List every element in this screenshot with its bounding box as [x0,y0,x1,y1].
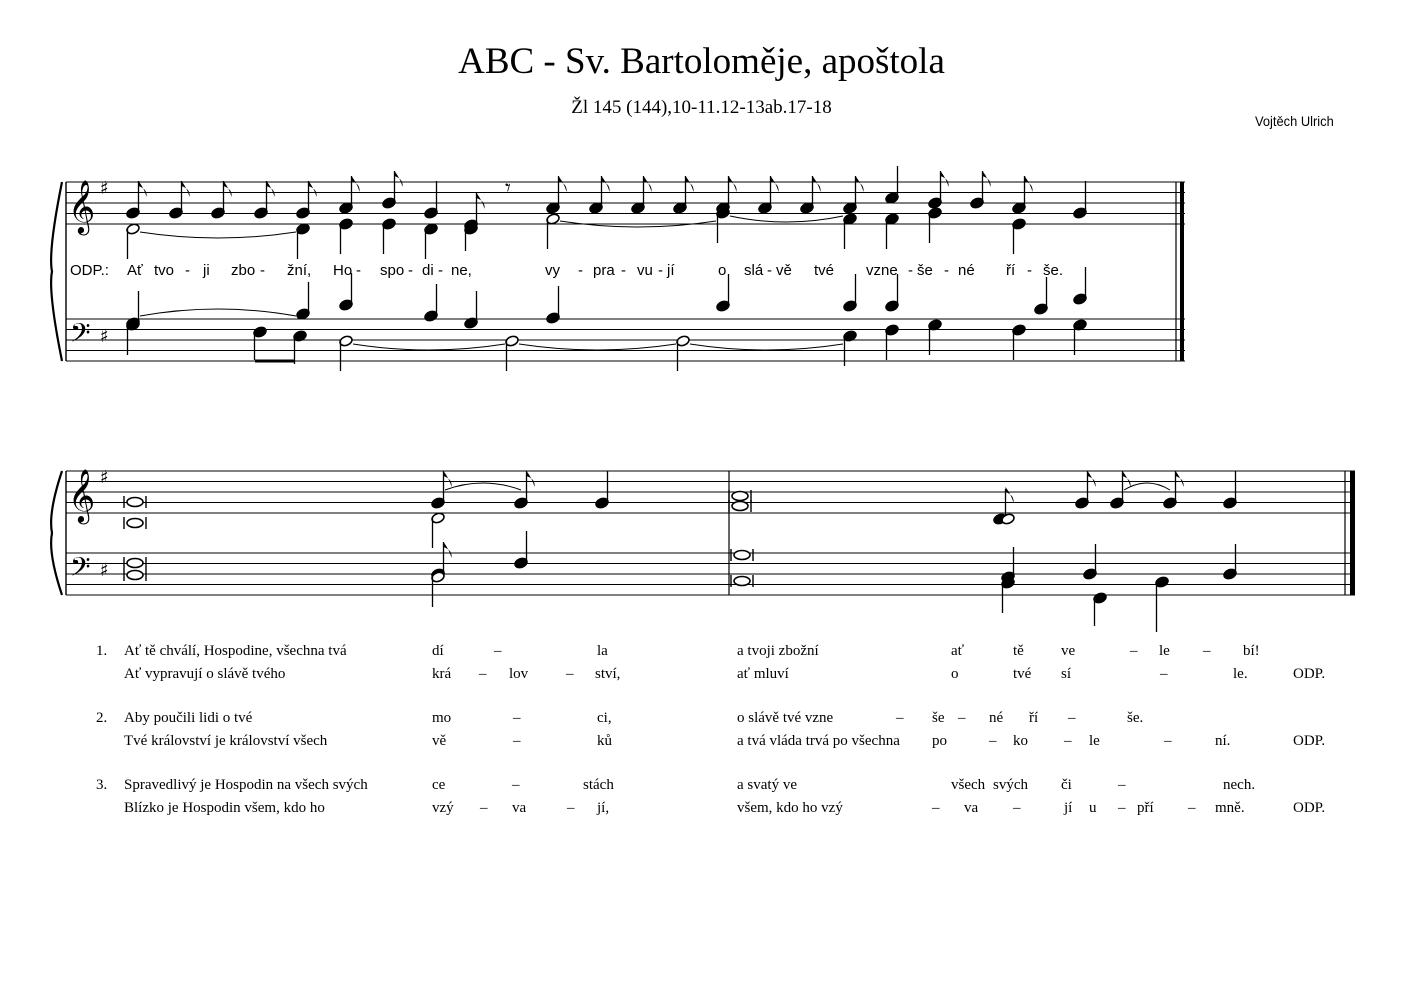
verse-syllable: stách [583,777,614,793]
syllable-hyphen: – [1013,800,1021,816]
syllable-hyphen: – [932,800,940,816]
verse-recitation: Ať vypravují o slávě tvého [124,666,286,682]
verse-recitation: Spravedlivý je Hospodin na všech svých [124,777,368,793]
refrain-syllable: ji [203,262,210,279]
syllable-hyphen: - [908,262,913,279]
odp-marker: ODP. [1293,733,1326,749]
note-flag [224,181,232,197]
refrain-syllable: slá [744,262,764,279]
refrain-syllable: zbo [231,262,256,279]
refrain-syllable: di [422,262,434,279]
verse-syllable: sí [1061,666,1072,682]
note-flag [395,171,403,187]
verse-syllable: le [1159,643,1170,659]
syllable-hyphen: - [438,262,443,279]
verse-syllable: ať [951,643,965,659]
verse-syllable: ků [597,733,612,749]
note-flag [352,176,360,192]
refrain-syllable: še [917,262,933,279]
note-flag [813,176,821,192]
verse-syllable: va [964,800,979,816]
verse-syllable: po [932,733,947,749]
note-flag [444,542,452,558]
syllable-hyphen: - [658,262,663,279]
tie-arc [140,309,296,316]
note-flag [602,176,610,192]
verse-number: 3. [96,777,108,793]
tie-arc [690,344,843,350]
page-title: ABC - Sv. Bartoloměje, apoštola [458,41,945,82]
breve-note-icon [734,551,750,560]
psalm-reference: Žl 145 (144),10-11.12-13ab.17-18 [571,97,832,118]
verse-syllable: svých [993,777,1028,793]
refrain-syllable: o [718,262,727,279]
refrain-syllable: vu [637,262,653,279]
note-flag [444,471,452,487]
syllable-hyphen: - [260,262,265,279]
syllable-hyphen: – [1068,710,1076,726]
verse-syllable: la [597,643,608,659]
sharp-icon: ♯ [100,560,109,581]
refrain-syllable: spo [380,262,405,279]
verse-recitation: a svatý ve [737,777,797,793]
note-flag [983,171,991,187]
note-flag [686,176,694,192]
verse-syllable: jí, [597,800,610,816]
syllable-hyphen: – [1064,733,1072,749]
verse-syllable: jí [1064,800,1073,816]
verse-syllable: mo [432,710,452,726]
verse-recitation: všem, kdo ho vzý [737,800,843,816]
verse-syllable: ci, [597,710,612,726]
note-flag [527,471,535,487]
verse-syllable: lov [509,666,529,682]
breve-note-icon [732,502,748,511]
syllable-hyphen: - [944,262,949,279]
final-barline [1350,471,1355,595]
verse-recitation: Ať tě chválí, Hospodine, všechna tvá [124,643,347,659]
odp-marker: ODP. [1293,800,1326,816]
note-flag [1025,176,1033,192]
verse-recitation: o slávě tvé vzne [737,710,834,726]
syllable-hyphen: – [479,666,487,682]
verse-syllable: tě [1013,643,1024,659]
verse-syllable: le [1089,733,1100,749]
syllable-hyphen: - [356,262,361,279]
refrain-syllable: vzne [866,262,898,279]
verse-syllable: tvé [1013,666,1032,682]
note-flag [644,176,652,192]
note-flag [729,176,737,192]
refrain-syllable: Ho [333,262,353,279]
breve-note-icon [127,519,143,528]
syllable-hyphen: – [989,733,997,749]
refrain-syllable: še. [1043,262,1064,279]
refrain-syllable: vy [545,262,560,279]
brace [51,471,62,595]
verse-syllable: u [1089,800,1097,816]
refrain-syllable: tvo [154,262,175,279]
note-flag [1006,487,1014,503]
verse-syllable: še. [1127,710,1144,726]
syllable-hyphen: - [767,262,772,279]
refrain-syllable: ří [1006,262,1016,279]
refrain-syllable: pra [593,262,615,279]
note-flag [559,176,567,192]
syllable-hyphen: – [1164,733,1172,749]
verse-syllable: o [951,666,959,682]
syllable-hyphen: - [185,262,190,279]
refrain-syllable: né [958,262,975,279]
verse-syllable: či [1061,777,1072,793]
treble-clef-icon: 𝄞 [68,179,96,233]
tie-arc [445,483,521,490]
verse-syllable: le. [1233,666,1248,682]
breve-note-icon [127,571,143,580]
verse-recitation: ať mluví [737,666,789,682]
syllable-hyphen: – [1130,643,1138,659]
breve-note-icon [732,492,748,501]
verse-syllable: mně. [1215,800,1245,816]
verse-recitation: Tvé království je království všech [124,733,328,749]
verse-recitation: Blízko je Hospodin všem, kdo ho [124,800,325,816]
verse-number: 2. [96,710,108,726]
composer: Vojtěch Ulrich [1255,113,1334,129]
syllable-hyphen: - [408,262,413,279]
syllable-hyphen: – [896,710,904,726]
sharp-icon: ♯ [100,467,109,488]
final-barline [1180,182,1184,361]
brace [51,182,62,361]
verse-syllable: va [512,800,527,816]
syllable-hyphen: – [1118,777,1126,793]
sharp-icon: ♯ [100,178,109,199]
breve-note-icon [734,577,750,586]
verse-recitation: a tvoji zbožní [737,643,819,659]
note-flag [1088,471,1096,487]
syllable-hyphen: – [513,710,521,726]
refrain-syllable: žní, [287,262,312,279]
syllable-hyphen: – [566,666,574,682]
note-flag [309,181,317,197]
treble-clef-icon: 𝄞 [68,468,96,522]
syllable-hyphen: – [567,800,575,816]
note-flag [856,176,864,192]
bass-clef-icon: 𝄢 [70,551,91,589]
breve-note-icon [127,498,143,507]
note-flag [267,181,275,197]
verse-syllable: krá [432,666,452,682]
syllable-hyphen: – [1203,643,1211,659]
verse-syllable: bí! [1243,643,1260,659]
verse-syllable: vzý [432,800,454,816]
tie-arc [1124,483,1170,490]
verse-syllable: ství, [595,666,621,682]
note-flag [182,181,190,197]
verse-syllable: né [989,710,1004,726]
refrain-syllable: Ať [127,262,143,279]
syllable-hyphen: - [578,262,583,279]
refrain-label: ODP.: [70,262,109,279]
syllable-hyphen: – [513,733,521,749]
refrain-syllable: ne, [451,262,472,279]
verse-syllable: ří [1029,710,1039,726]
tie-arc [519,344,676,350]
verse-recitation: a tvá vláda trvá po všechna [737,733,900,749]
syllable-hyphen: - [1027,262,1032,279]
syllable-hyphen: – [480,800,488,816]
bass-clef-icon: 𝄢 [70,317,91,355]
verse-syllable: še [932,710,945,726]
note-flag [1176,471,1184,487]
refrain-syllable: tvé [814,262,835,279]
verse-syllable: pří [1137,800,1154,816]
note-flag [1123,471,1131,487]
verse-syllable: nech. [1223,777,1256,793]
sharp-icon: ♯ [100,326,109,347]
syllable-hyphen: – [1160,666,1168,682]
tie-arc [730,216,843,222]
note-flag [771,176,779,192]
refrain-syllable: vě [776,262,792,279]
tie-arc [353,344,505,350]
breve-note-icon [127,559,143,568]
verse-syllable: ve [1061,643,1076,659]
odp-marker: ODP. [1293,666,1326,682]
syllable-hyphen: - [621,262,626,279]
verse-recitation: Aby poučili lidi o tvé [124,710,253,726]
verse-syllable: ní. [1215,733,1231,749]
note-flag [139,181,147,197]
tie-arc [140,232,296,238]
syllable-hyphen: – [1188,800,1196,816]
verse-number: 1. [96,643,108,659]
verse-syllable: ko [1013,733,1028,749]
verse-syllable: vě [432,733,447,749]
note-flag [941,171,949,187]
verse-syllable: ce [432,777,446,793]
verse-syllable: dí [432,643,444,659]
syllable-hyphen: – [958,710,966,726]
eighth-rest-icon: 𝄾 [505,176,511,201]
note-flag [477,193,485,209]
refrain-syllable: jí [667,262,675,279]
verse-syllable: všech [951,777,986,793]
syllable-hyphen: – [494,643,502,659]
syllable-hyphen: – [512,777,520,793]
syllable-hyphen: – [1118,800,1126,816]
